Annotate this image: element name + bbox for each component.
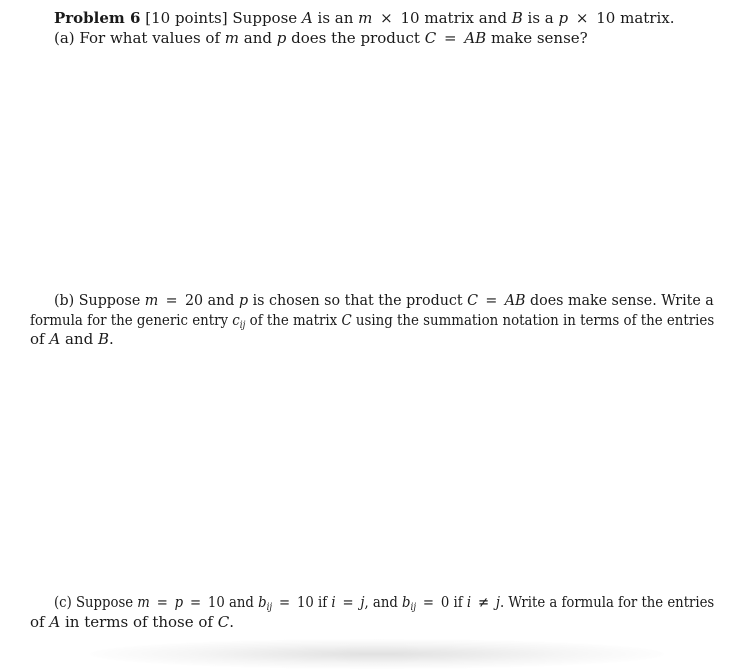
question-text: . (229, 613, 234, 631)
math-var: i (331, 593, 336, 611)
part-a-question (54, 29, 588, 48)
question-text: 20 and (184, 291, 239, 309)
problem-text: is an (312, 9, 359, 27)
part-b-question-line-1 (54, 291, 714, 310)
math-var: m (358, 9, 373, 27)
math-var: A (49, 613, 61, 631)
problem-points: [10 points] (145, 9, 228, 27)
question-text: and (239, 29, 277, 47)
question-text: and (60, 330, 98, 348)
math-operator: × (375, 9, 398, 27)
problem-text: Suppose (232, 9, 302, 27)
math-var: AB (504, 291, 526, 309)
question-text: , and (364, 593, 403, 611)
question-text: of (30, 613, 50, 631)
math-var: p (238, 291, 249, 309)
math-var: b (258, 593, 267, 611)
math-operator: = (338, 593, 358, 611)
math-subscript: ij (239, 320, 246, 331)
math-operator: = (161, 291, 183, 309)
question-text: 10 if (296, 593, 332, 611)
question-text: . Write a formula for the entries (500, 593, 715, 611)
problem-label: Problem 6 (54, 9, 141, 27)
math-var: m (224, 29, 240, 47)
question-text: is chosen so that the product (248, 291, 468, 309)
math-var: B (511, 9, 523, 27)
math-var: AB (464, 29, 487, 47)
question-text: make sense? (486, 29, 588, 47)
math-var: i (466, 593, 472, 611)
math-operator: = (480, 291, 502, 309)
math-operator: = (418, 593, 439, 611)
question-text: using the summation notation in terms of the entries (351, 311, 715, 329)
math-var: p (558, 9, 569, 27)
question-text: does the product (286, 29, 425, 47)
math-operator: = (274, 593, 295, 611)
math-operator: = (185, 593, 206, 611)
math-operator: ≠ (473, 593, 494, 611)
problem-statement (54, 9, 674, 28)
math-var: c (232, 311, 240, 329)
question-text: of (30, 330, 50, 348)
math-var: C (217, 613, 230, 631)
math-operator: = (439, 29, 462, 47)
math-var: C (341, 311, 352, 329)
math-var: C (467, 291, 479, 309)
part-b-question-line-2 (30, 311, 714, 335)
math-var: m (144, 291, 159, 309)
page-edge-shadow (90, 639, 664, 669)
math-var: p (174, 593, 184, 611)
math-var: j (360, 593, 365, 611)
question-text: (a) For what values of (54, 29, 225, 47)
problem-text: 10 matrix and (400, 9, 512, 27)
math-var: A (301, 9, 313, 27)
question-text: (b) Suppose (54, 291, 145, 309)
math-subscript: ij (266, 602, 273, 613)
question-text: (c) Suppose (54, 593, 138, 611)
math-var: j (495, 593, 501, 611)
math-var: p (276, 29, 287, 47)
math-var: A (49, 330, 61, 348)
question-text: in terms of those of (60, 613, 218, 631)
part-b-question-line-3 (30, 330, 114, 349)
question-text: of the matrix (245, 311, 342, 329)
question-text: does make sense. Write a (525, 291, 714, 309)
question-text: formula for the generic entry (30, 311, 233, 329)
math-subscript: ij (410, 602, 417, 613)
math-operator: × (571, 9, 594, 27)
math-var: B (97, 330, 109, 348)
question-text: . (108, 330, 114, 348)
math-operator: = (152, 593, 173, 611)
part-c-question-line-2 (30, 613, 234, 632)
problem-text: is a (522, 9, 559, 27)
math-var: b (402, 593, 411, 611)
problem-text: 10 matrix. (596, 9, 675, 27)
question-text: 0 if (440, 593, 467, 611)
question-text: 10 and (207, 593, 259, 611)
math-var: C (424, 29, 437, 47)
math-var: m (137, 593, 150, 611)
